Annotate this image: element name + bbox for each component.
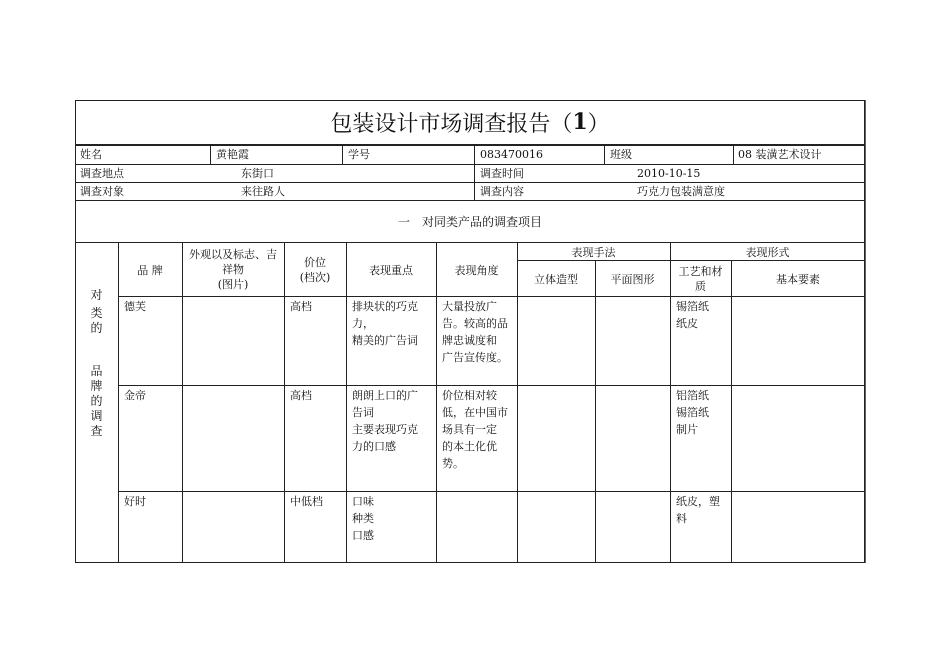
name-value: 黄艳霞 — [216, 148, 249, 161]
price-cell: 中低档 — [290, 495, 323, 508]
place-value: 东街口 — [241, 167, 274, 180]
header-technique: 表现手法 — [571, 245, 616, 259]
brand-cell: 好时 — [124, 495, 146, 508]
focus-cell: 排块状的巧克 力， 精美的广告词 — [352, 300, 418, 347]
class-label: 班级 — [610, 148, 632, 161]
content-value: 巧克力包装满意度 — [637, 185, 725, 198]
header-focus: 表现重点 — [369, 263, 413, 277]
class-value: 08 装潢艺术设计 — [738, 148, 822, 161]
time-value: 2010-10-15 — [637, 167, 701, 180]
focus-cell: 朗朗上口的广 告词 主要表现巧克 力的口感 — [352, 389, 418, 453]
brand-cell: 德芙 — [124, 300, 146, 313]
angle-cell: 大量投放广 告。较高的品 牌忠诚度和 广告宣传度。 — [442, 300, 508, 364]
target-value: 来往路人 — [241, 185, 285, 198]
header-form: 表现形式 — [745, 245, 790, 259]
header-angle: 表现角度 — [454, 263, 499, 277]
price-cell: 高档 — [290, 300, 312, 313]
header-appearance: 外观以及标志、吉 祥物 (图片) — [189, 248, 277, 291]
price-cell: 高档 — [290, 389, 312, 402]
header-brand: 品 牌 — [137, 263, 163, 277]
name-label: 姓名 — [80, 148, 102, 161]
time-label: 调查时间 — [480, 167, 524, 180]
header-elements: 基本要素 — [776, 272, 820, 286]
angle-cell: 价位相对较 低，在中国市 场具有一定 的本土化优 势。 — [442, 389, 508, 470]
header-material: 工艺和材 质 — [678, 264, 723, 293]
material-cell: 锡箔纸 纸皮 — [676, 300, 709, 330]
place-label: 调查地点 — [80, 167, 124, 180]
target-label: 调查对象 — [80, 185, 124, 198]
focus-cell: 口味 种类 口感 — [352, 495, 374, 542]
brand-cell: 金帝 — [124, 389, 146, 402]
header-price: 价位 (档次) — [299, 255, 331, 284]
header-solid: 立体造型 — [534, 272, 578, 286]
student-id-label: 学号 — [348, 148, 370, 161]
content-label: 调查内容 — [480, 185, 524, 198]
header-flat: 平面图形 — [610, 272, 655, 286]
report-title: 包装设计市场调查报告（ 1 ） — [330, 109, 610, 137]
section-title: 一 对同类产品的调查项目 — [397, 215, 542, 229]
student-id-value: 083470016 — [480, 148, 543, 161]
material-cell: 铝箔纸 锡箔纸 制片 — [676, 389, 709, 436]
material-cell: 纸皮，塑 料 — [676, 495, 720, 525]
side-label: 对 类 的 品 牌 的 调 查 — [90, 288, 103, 438]
